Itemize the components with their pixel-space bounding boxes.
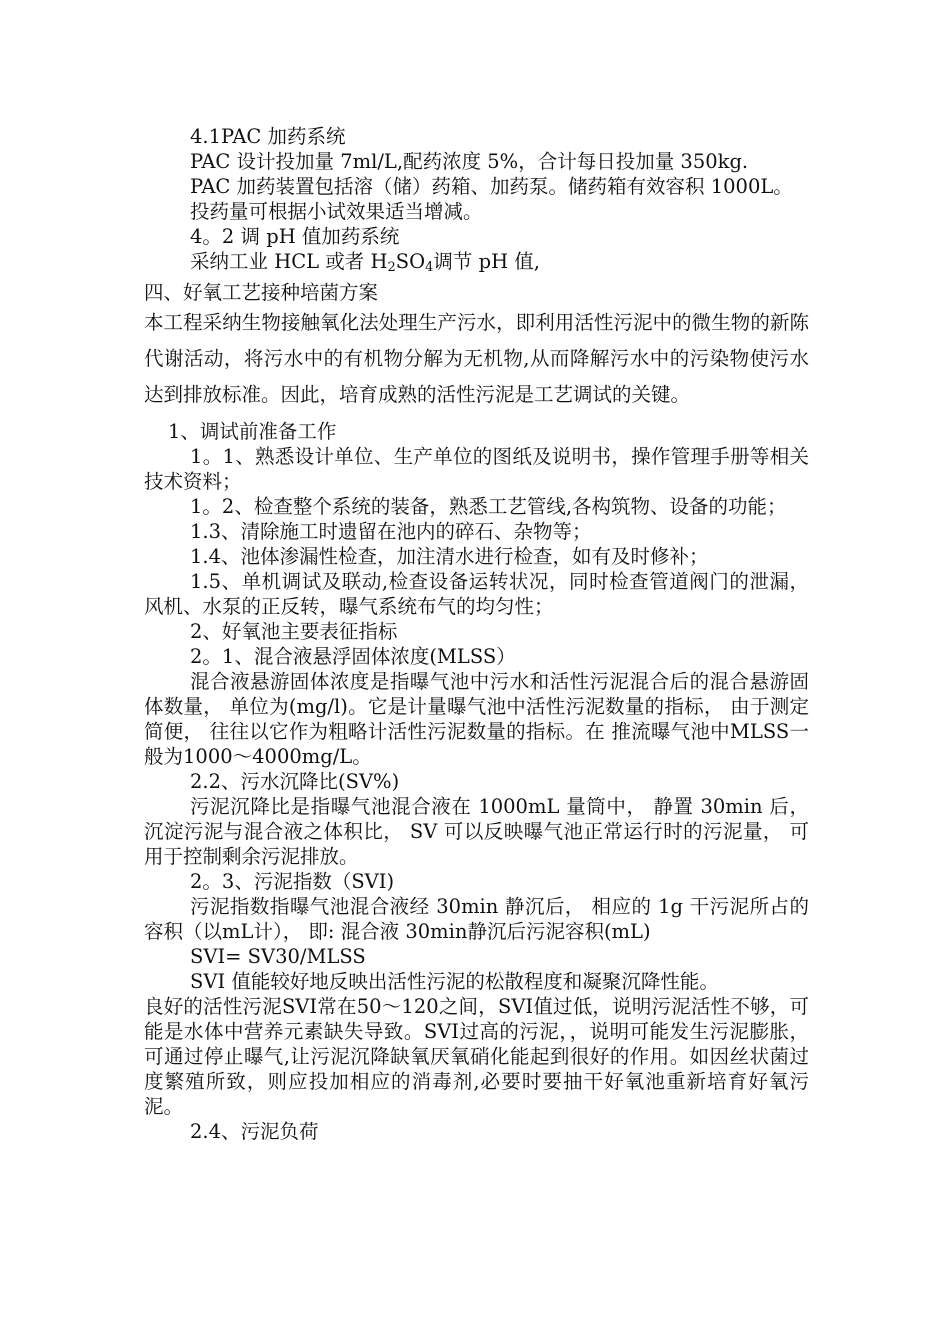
pac-equipment-paragraph: PAC 加药装置包括溶（储）药箱、加药泵。储药箱有效容积 1000L。: [190, 175, 793, 198]
section-2-title: 2、好氧池主要表征指标: [190, 620, 398, 643]
ph-adjust-paragraph: [144, 249, 809, 280]
item-2-2-title: 2.2、污水沉降比(SV%): [190, 770, 400, 793]
ph-text-b: SO: [395, 250, 426, 273]
document-body: [144, 124, 809, 1144]
section-4-2-title: 4。2 调 pH 值加药系统: [190, 225, 400, 248]
svi-note-paragraph: 良好的活性污泥SVI常在50～120之间，SVI值过低，说明污泥活性不够，可能是水体中营养元素缺失导致。SVI过高的污泥，，说明可能发生污泥膨胀，可通过停止曝气,让污泥沉降缺氧厌氧硝化能起到很好的作用。如因丝状菌过度繁殖所致，则应投加相应的消毒剂,必要时要抽干好氧池重新培育好氧污泥。: [144, 995, 809, 1118]
item-2-3-title: 2。3、污泥指数（SVI): [190, 870, 395, 893]
item-2-4-title: 2.4、污泥负荷: [190, 1120, 319, 1143]
section-4-1-title: 4.1PAC 加药系统: [190, 125, 346, 148]
pac-dosage-paragraph: PAC 设计投加量 7ml/L,配药浓度 5%，合计每日投加量 350kg.: [190, 150, 749, 173]
sv-paragraph: 污泥沉降比是指曝气池混合液在 1000mL 量筒中， 静置 30min 后， 沉淀污泥与混合液之体积比， SV 可以反映曝气池正常运行时的污泥量， 可用于控制剩余污泥排放。: [144, 795, 809, 868]
item-1-1: 1。1、熟悉设计单位、生产单位的图纸及说明书，操作管理手册等相关技术资料；: [144, 445, 809, 493]
subscript-2: 2: [387, 260, 396, 275]
mlss-paragraph: 混合液悬游固体浓度是指曝气池中污水和活性污泥混合后的混合悬游固体数量， 单位为(mg/l)。它是计量曝气池中活性污泥数量的指标， 由于测定简便， 往往以它作为粗略计活性污泥数量的指标。在 推流曝气池中MLSS一般为1000～4000mg/L。: [144, 670, 809, 768]
item-1-3: 1.3、清除施工时遗留在池内的碎石、杂物等；: [190, 520, 592, 543]
section-1-title: 1、调试前准备工作: [168, 420, 337, 443]
svi-note-first-line: SVI 值能较好地反映出活性污泥的松散程度和凝聚沉降性能。: [190, 970, 719, 993]
ph-text-c: 调节 pH 值,: [433, 250, 540, 273]
subscript-4: 4: [425, 260, 434, 275]
item-2-1-title: 2。1、混合液悬浮固体浓度(MLSS）: [190, 645, 516, 668]
svi-formula: SVI= SV30/MLSS: [190, 945, 366, 968]
dosage-adjust-paragraph: 投药量可根据小试效果适当增减。: [190, 200, 483, 223]
section-four-title: 四、好氧工艺接种培菌方案: [144, 281, 379, 304]
item-1-4: 1.4、池体渗漏性检查，加注清水进行检查，如有及时修补；: [190, 545, 709, 568]
item-1-5: 1.5、单机调试及联动,检查设备运转状况，同时检查管道阀门的泄漏，风机、水泵的正反转，曝气系统布气的均匀性；: [144, 570, 809, 618]
ph-text-a: 采纳工业 HCL 或者 H: [190, 250, 388, 273]
section-four-intro: 本工程采纳生物接触氧化法处理生产污水，即利用活性污泥中的微生物的新陈代谢活动，将污水中的有机物分解为无机物,从而降解污水中的污染物使污水达到排放标准。因此，培育成熟的活性污泥是工艺调试的关键。: [144, 311, 809, 406]
svi-paragraph: 污泥指数指曝气池混合液经 30min 静沉后， 相应的 1g 干污泥所占的容积（以mL计）， 即: 混合液 30min静沉后污泥容积(mL): [144, 895, 809, 943]
item-1-2: 1。2、检查整个系统的装备，熟悉工艺管线,各构筑物、设备的功能；: [190, 495, 787, 518]
